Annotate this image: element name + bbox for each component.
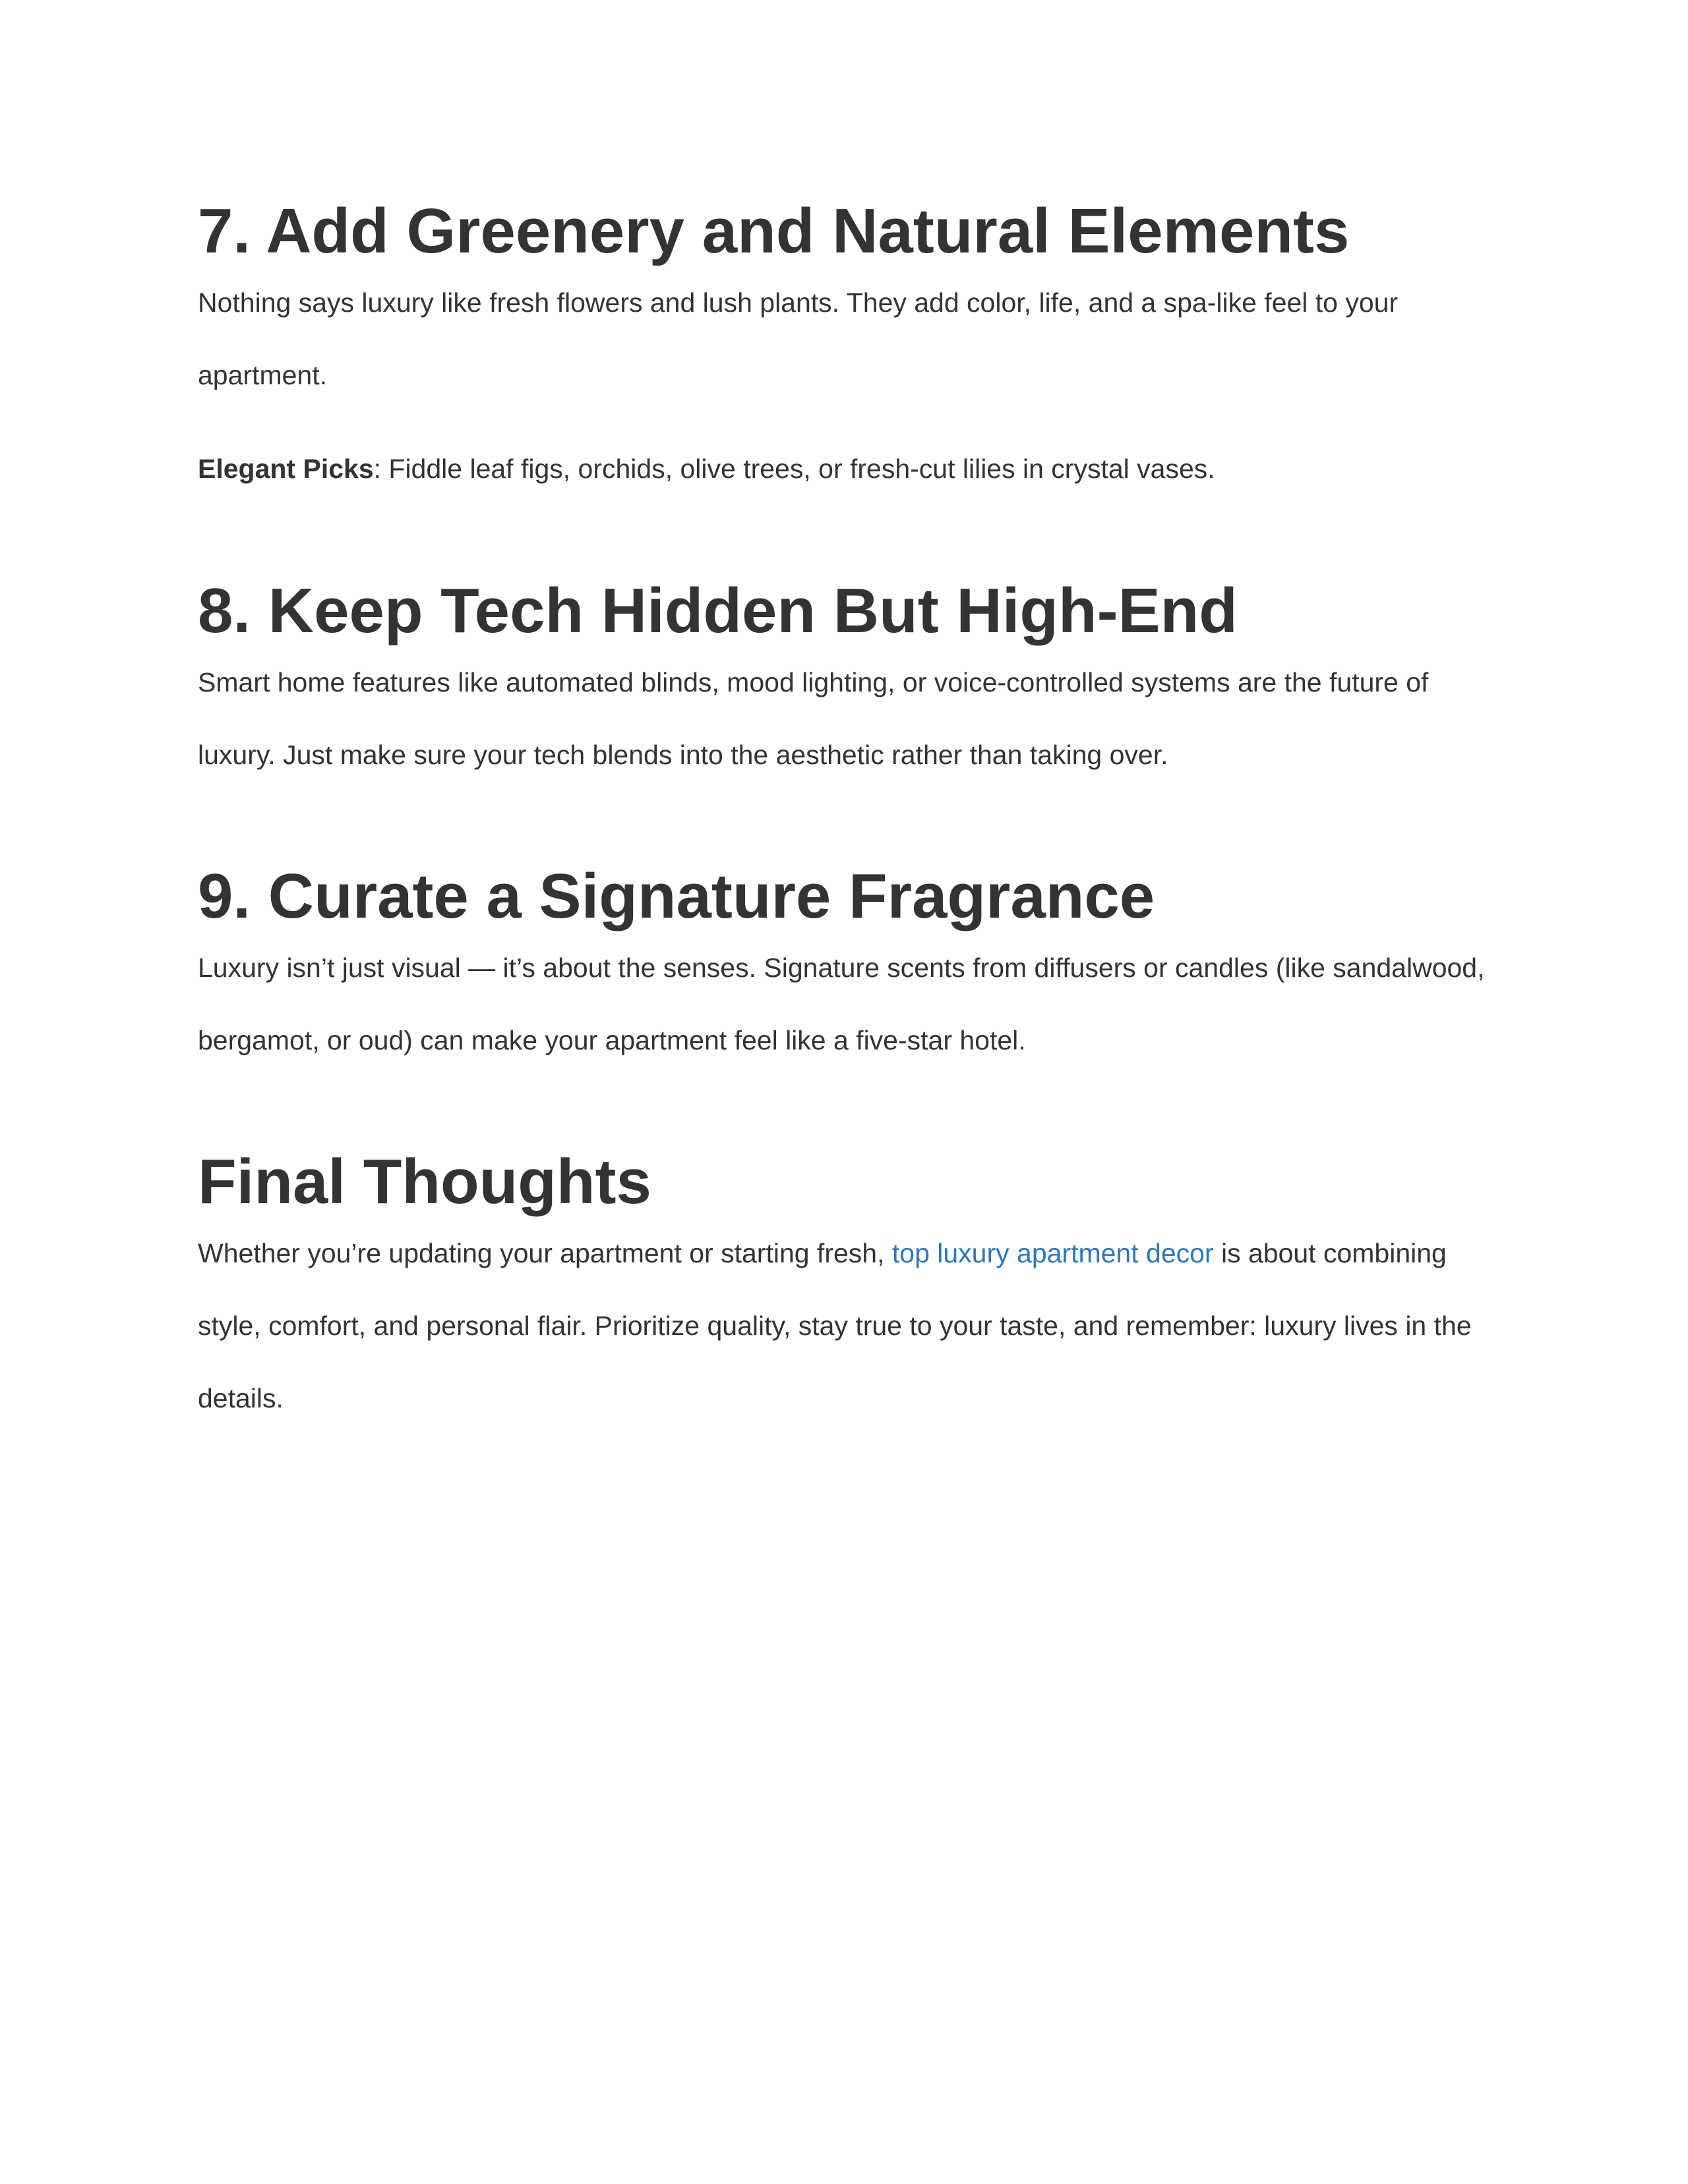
section-paragraph: Smart home features like automated blinds, mood lighting, or voice-controlled systems are the future of luxury. Just make sure your tech blends into the aesthetic rather than taking over. (198, 667, 1429, 770)
elegant-picks-paragraph (198, 432, 1490, 505)
section-fragrance (198, 860, 1490, 1077)
paragraph-text-after-link: is about combining style, comfort, and personal flair. Prioritize quality, stay true to your taste, and remember: luxury lives in the details. (198, 1238, 1472, 1413)
section-paragraph: Nothing says luxury like fresh flowers and lush plants. They add color, life, and a spa-like feel to your apartment. (198, 287, 1399, 390)
section-paragraph: Luxury isn’t just visual — it’s about the senses. Signature scents from diffusers or candles (like sandalwood, bergamot, or oud) can make your apartment feel like a five-star hotel. (198, 953, 1485, 1055)
section-final-thoughts (198, 1146, 1490, 1434)
section-tech (198, 575, 1490, 791)
section-heading: Final Thoughts (198, 1146, 651, 1217)
decor-link[interactable]: top luxury apartment decor (891, 1238, 1214, 1268)
paragraph-text-before-link: Whether you’re updating your apartment or starting fresh, (198, 1238, 892, 1268)
section-paragraph (198, 1217, 1490, 1434)
elegant-picks-text: : Fiddle leaf figs, orchids, olive trees, or fresh-cut lilies in crystal vases. (373, 454, 1215, 484)
section-heading: 9. Curate a Signature Fragrance (198, 861, 1155, 931)
section-heading: 8. Keep Tech Hidden But High-End (198, 576, 1238, 646)
elegant-picks-label: Elegant Picks (198, 454, 374, 484)
section-heading: 7. Add Greenery and Natural Elements (198, 196, 1350, 266)
section-greenery (198, 195, 1490, 505)
